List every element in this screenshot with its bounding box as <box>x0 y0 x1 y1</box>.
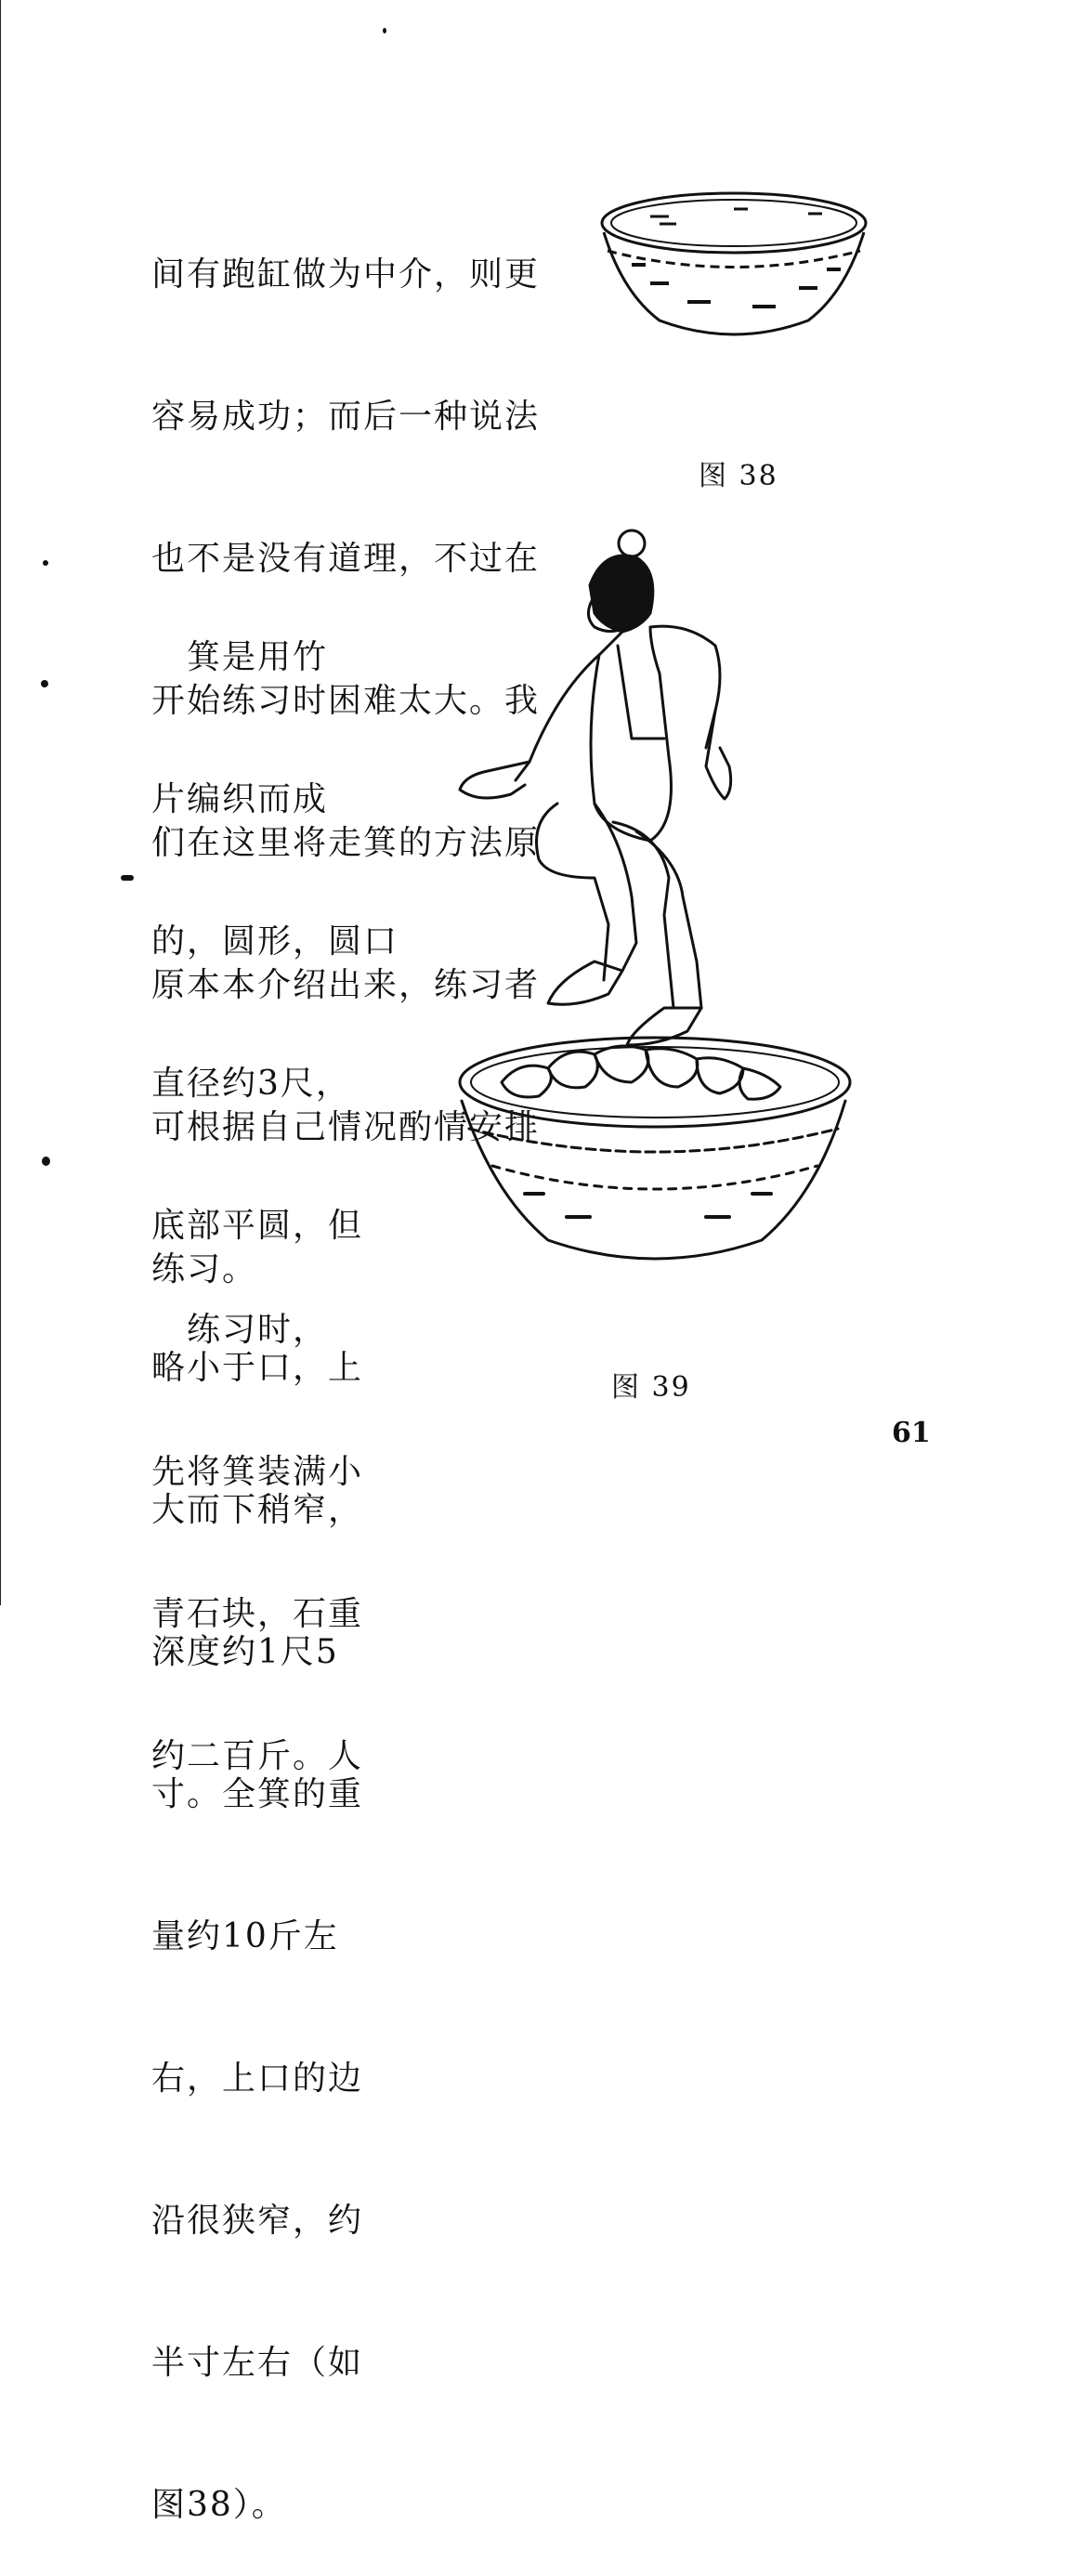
text-line: 直径约3尺， <box>151 1065 351 1103</box>
paragraph-practice <box>151 1211 364 1827</box>
text-line: 青石块，石重 <box>151 1595 364 1633</box>
text-line: 开始练习时困难太大。我 <box>151 682 541 720</box>
scan-speck <box>42 1157 50 1166</box>
scan-speck <box>43 560 48 566</box>
figure-39-man-on-basket <box>437 525 873 1333</box>
figure-38-caption: 图 38 <box>699 460 778 492</box>
scan-speck <box>121 875 134 881</box>
text-line: 先将箕装满小 <box>151 1453 364 1491</box>
text-line: 容易成功；而后一种说法 <box>151 398 541 436</box>
text-line: 箕是用竹 <box>151 638 329 676</box>
text-line: 大而下稍窄， <box>151 1491 364 1529</box>
text-line: 右，上口的边 <box>151 2059 364 2098</box>
scan-speck <box>41 680 48 687</box>
text-line: 量约10斤左 <box>151 1917 339 1955</box>
text-line: 约二百斤。人 <box>151 1737 364 1775</box>
page-edge-line <box>0 0 1 1605</box>
text-line: 练习。 <box>151 1250 258 1288</box>
text-line: 可根据自己情况酌情安排 <box>151 1108 541 1146</box>
text-line: 们在这里将走箕的方法原 <box>151 824 541 862</box>
text-line: 略小于口，上 <box>151 1349 364 1387</box>
figure-38-empty-basket <box>595 181 873 367</box>
text-line: 深度约1尺5 <box>151 1633 339 1671</box>
text-line: 的，圆形，圆口 <box>151 922 399 961</box>
page-number: 61 <box>892 1417 931 1449</box>
text-line: 原本本介绍出来，练习者 <box>151 966 541 1004</box>
text-line: 沿很狭窄，约 <box>151 2202 364 2240</box>
figure-39-caption: 图 39 <box>611 1371 691 1404</box>
text-line: 底部平圆，但 <box>151 1207 364 1245</box>
text-line: 半寸左右（如 <box>151 2344 364 2382</box>
text-line: 寸。全箕的重 <box>151 1775 364 1813</box>
text-line: 也不是没有道理，不过在 <box>151 540 541 578</box>
scan-speck <box>383 28 386 33</box>
text-line: 片编织而成 <box>151 780 329 818</box>
text-line: 图38）。 <box>151 2486 287 2524</box>
text-line: 间有跑缸做为中介，则更 <box>151 255 541 294</box>
text-line: 练习时， <box>151 1311 329 1349</box>
